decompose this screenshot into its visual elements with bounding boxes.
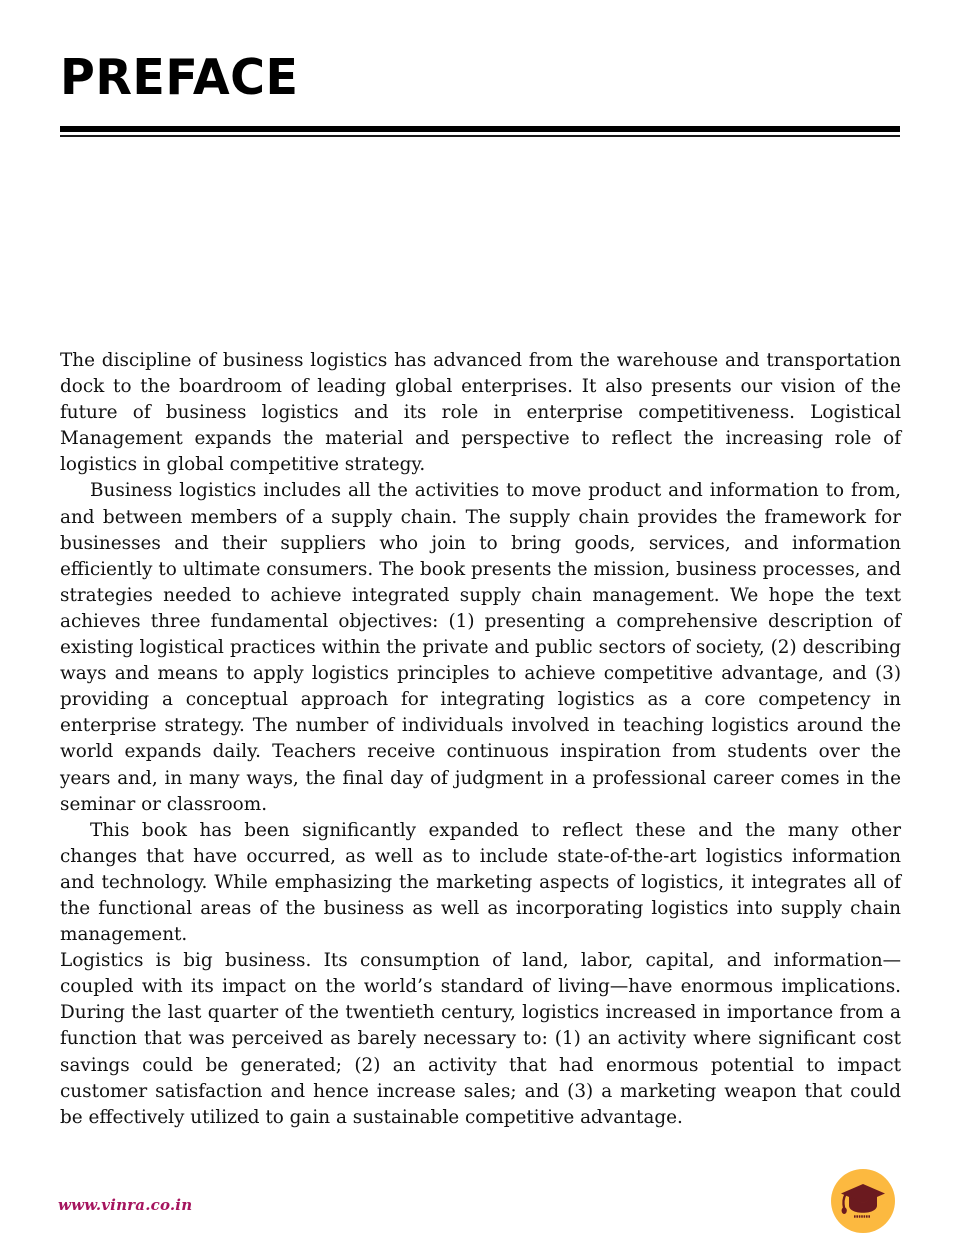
paragraph-3: This book has been significantly expanded to reflect these and the many other changes that have occurred, as well as to include state-of-the-art logistics information and technology. While emphasizing the marketing aspects of logistics, it integrates all of the functional areas of the business as well as incorporating logistics into supply chain management. [60,819,901,946]
header-divider [60,126,900,137]
site-watermark: www.vinra.co.in [58,1196,193,1214]
paragraph-1: The discipline of business logistics has advanced from the warehouse and transportation dock to the boardroom of leading global enterprises. It also presents our vision of the future of business logistics and its role in enterprise competitiveness. Logistical Management expands the material and perspective to reflect the increasing role of logistics in global competitive strategy. [60,350,901,476]
header-rule-thin [60,135,900,137]
paragraph-2: Business logistics includes all the activities to move product and information to from, and between members of a supply chain. The supply chain provides the framework for businesses and their suppliers who join to bring goods, services, and information efficiently to ultimate consumers. The book presents the mission, business processes, and strategies needed to achieve integrated supply chain management. We hope the text achieves three fundamental objectives: (1) presenting a comprehensive description of existing logistical practices within the private and public sectors of society, (2) describing ways and means to apply logistics principles to achieve competitive advantage, and (3) providing a conceptual approach for integrating logistics as a core competency in enterprise strategy. The number of individuals involved in teaching logistics around the world expands daily. Teachers receive continuous inspiration from students over the years and, in many ways, the final day of judgment in a professional career comes in the seminar or classroom. [60,480,901,815]
publisher-logo-badge [831,1169,895,1233]
page-header [60,49,900,106]
paragraph-4: Logistics is big business. Its consumption of land, labor, capital, and information—coupled with its impact on the world’s standard of living—have enormous implications. During the last quarter of the twentieth century, logistics increased in importance from a function that was perceived as barely necessary to: (1) an activity where significant cost savings could be generated; (2) an activity that had enormous potential to impact customer satisfaction and hence increase sales; and (3) a marketing weapon that could be effectively utilized to gain a sustainable competitive advantage. [60,950,901,1128]
graduation-cap-icon [840,1181,886,1221]
preface-body [60,348,901,1131]
page-title: PREFACE [60,49,299,106]
